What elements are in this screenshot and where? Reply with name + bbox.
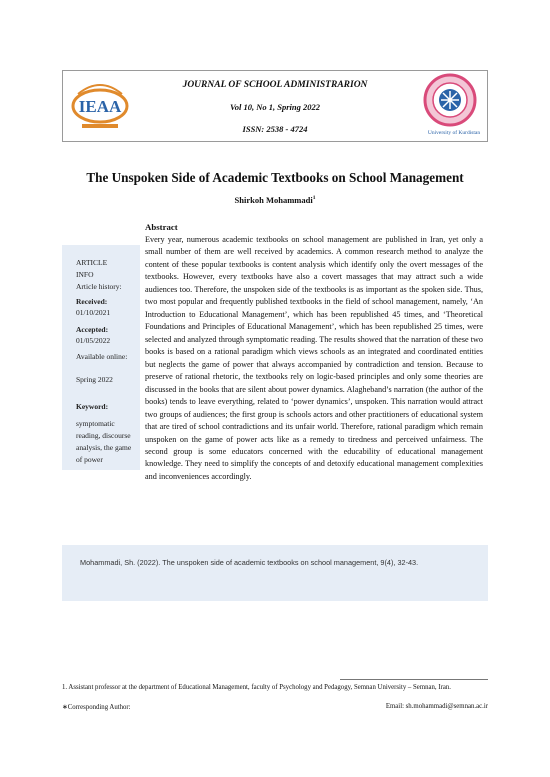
article-title: The Unspoken Side of Academic Textbooks on School Management: [86, 170, 464, 185]
volume-info: Vol 10, No 1, Spring 2022: [230, 102, 320, 112]
article-info-label: ARTICLE: [76, 258, 108, 267]
available-label: Available online:: [76, 352, 128, 361]
received-date: 01/10/2021: [76, 308, 111, 317]
keyword-label: Keyword:: [76, 402, 109, 411]
author-name: Shirkoh Mohammadi: [234, 195, 313, 205]
article-history-label: Article history:: [76, 282, 122, 291]
abstract-text: Every year, numerous academic textbooks on school management are published in Iran, yet only a small number of them are well received by academics. A common research method to analyze the content of these popular textbooks is content analysis which identify only the overt messages of the textbooks. However, every textbooks have also a covert massages that may attract such a wide audiences too. Therefore, the unspoken side of the textbooks is as important as the spoken side. Thus, two most popular and frequently published textbooks in the field of school management, namely, ‘An Introduction to Educational Management’, which has been republished 45 times, and ‘Theoretical Foundations and Principles of Educational Management’, which has been republished 25 times, were selected and analyzed through symptomatic reading. The results showed that the narration of these two books is based on a rational paradigm which views schools as an integrated and coordinated entities but neglects the game of power that always accompanied by contradiction and tension. Because to preserve of rational rhetoric, the textbooks rely on logic-based principles and only some theories are discussed in the books that are silent about power dynamics. Alagheband’s narration (the author of the books) tends to leave everything, related to ‘power dynamics’, unspoken. This narration would attract two groups of audiences; the first group is schools actors and other practitioners of educational system that are tired of school contradictions and its unfair world. Therefore, rational paradigm which remain unspoken on the game of power acts like as a remedy to tiredness and perceived unfairness. The second group is some educators concerned with the educability of educational management knowledge. They need to simplify the concepts of and detoxify educational management complexities and inconveniences accordingly.: [145, 235, 483, 481]
abstract-heading: Abstract: [145, 222, 178, 232]
accepted-label: Accepted:: [76, 325, 109, 334]
accepted-date: 01/05/2022: [76, 336, 111, 345]
author-affiliation-footnote: 1. Assistant professor at the department of Educational Management, faculty of Psychology and Pedagogy, Semnan University – Semnan, Iran.: [62, 684, 451, 691]
issn: ISSN: 2538 - 4724: [242, 124, 308, 134]
university-name: University of Kurdistan: [427, 130, 481, 136]
author-line: [40, 195, 510, 205]
corresponding-email: Email: sh.mohammadi@semnan.ac.ir: [385, 703, 488, 710]
ieaa-logo: [70, 74, 130, 134]
ieaa-logo-text: IEAA: [78, 97, 122, 116]
university-seal-icon: [423, 73, 477, 129]
author-note-mark: 1: [312, 195, 316, 202]
keywords-list: symptomatic reading, discourse analysis, the game of power: [76, 419, 132, 464]
citation-text: Mohammadi, Sh. (2022). The unspoken side of academic textbooks on school management, 9(4), 32-43.: [80, 558, 419, 567]
journal-title: JOURNAL OF SCHOOL ADMINISTRARION: [182, 80, 368, 90]
article-info-panel: [62, 245, 140, 470]
footnote-divider: [340, 679, 488, 680]
received-label: Received:: [76, 297, 108, 306]
available-date: Spring 2022: [76, 375, 113, 384]
article-info-label-2: INFO: [76, 270, 94, 279]
corresponding-author-label: ∗Corresponding Author:: [62, 704, 131, 711]
